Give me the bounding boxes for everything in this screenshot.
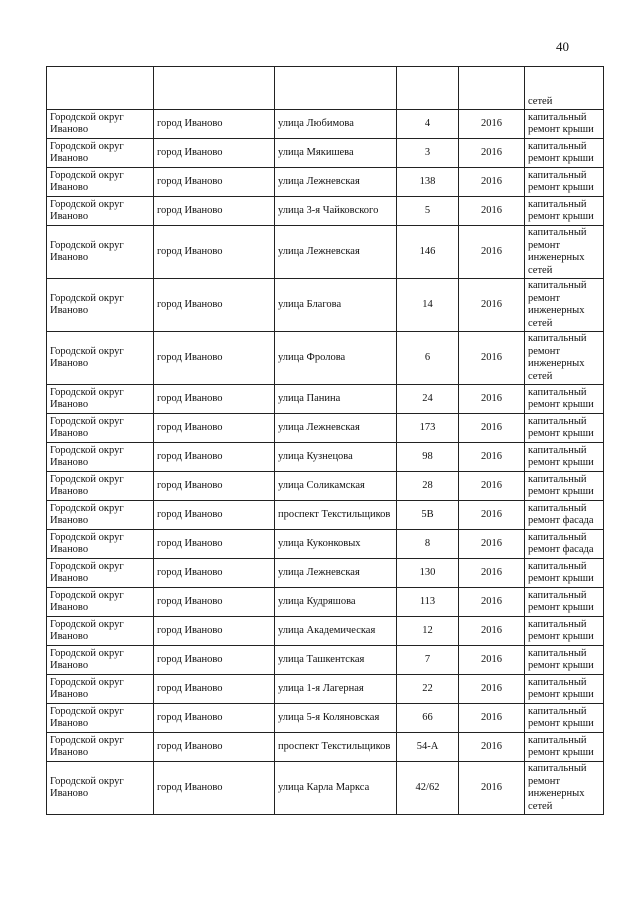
- street-cell: улица Любимова: [275, 110, 397, 139]
- street-cell: улица Панина: [275, 385, 397, 414]
- house-cell: 42/62: [397, 762, 459, 815]
- table-row: [47, 168, 604, 197]
- table-row: [47, 226, 604, 279]
- house-cell: 54-А: [397, 733, 459, 762]
- year-cell: 2016: [459, 472, 525, 501]
- table-row: [47, 704, 604, 733]
- year-cell: 2016: [459, 332, 525, 385]
- district-cell: Городской округ Иваново: [47, 385, 154, 414]
- city-cell: город Иваново: [154, 443, 275, 472]
- city-cell: город Иваново: [154, 617, 275, 646]
- year-cell: 2016: [459, 530, 525, 559]
- street-cell: улица Фролова: [275, 332, 397, 385]
- district-cell: Городской округ Иваново: [47, 414, 154, 443]
- year-cell: 2016: [459, 646, 525, 675]
- work-cell: капитальный ремонт крыши: [525, 414, 604, 443]
- city-cell: город Иваново: [154, 332, 275, 385]
- table-row: [47, 762, 604, 815]
- street-cell: улица Лежневская: [275, 414, 397, 443]
- street-cell: [275, 67, 397, 110]
- house-cell: 12: [397, 617, 459, 646]
- year-cell: 2016: [459, 110, 525, 139]
- work-cell: капитальный ремонт инженерных сетей: [525, 279, 604, 332]
- year-cell: 2016: [459, 279, 525, 332]
- district-cell: Городской округ Иваново: [47, 588, 154, 617]
- work-cell: капитальный ремонт фасада: [525, 530, 604, 559]
- table-row: [47, 110, 604, 139]
- table-row: [47, 530, 604, 559]
- table-row: [47, 617, 604, 646]
- table-row: [47, 385, 604, 414]
- year-cell: 2016: [459, 226, 525, 279]
- city-cell: город Иваново: [154, 414, 275, 443]
- work-cell: капитальный ремонт инженерных сетей: [525, 332, 604, 385]
- work-cell: капитальный ремонт крыши: [525, 646, 604, 675]
- city-cell: город Иваново: [154, 501, 275, 530]
- city-cell: город Иваново: [154, 704, 275, 733]
- table-row: [47, 279, 604, 332]
- city-cell: город Иваново: [154, 139, 275, 168]
- house-cell: 130: [397, 559, 459, 588]
- district-cell: Городской округ Иваново: [47, 197, 154, 226]
- table-row: [47, 139, 604, 168]
- work-cell: капитальный ремонт крыши: [525, 559, 604, 588]
- table-row: [47, 414, 604, 443]
- house-cell: 14: [397, 279, 459, 332]
- city-cell: [154, 67, 275, 110]
- table-row: [47, 472, 604, 501]
- street-cell: улица Благова: [275, 279, 397, 332]
- street-cell: улица Соликамская: [275, 472, 397, 501]
- work-cell: капитальный ремонт крыши: [525, 197, 604, 226]
- street-cell: улица Лежневская: [275, 168, 397, 197]
- table-row: [47, 443, 604, 472]
- district-cell: Городской округ Иваново: [47, 646, 154, 675]
- work-cell: капитальный ремонт крыши: [525, 675, 604, 704]
- street-cell: улица Академическая: [275, 617, 397, 646]
- table-row: [47, 675, 604, 704]
- district-cell: Городской округ Иваново: [47, 501, 154, 530]
- year-cell: 2016: [459, 414, 525, 443]
- year-cell: 2016: [459, 617, 525, 646]
- work-cell: капитальный ремонт крыши: [525, 733, 604, 762]
- street-cell: улица Куконковых: [275, 530, 397, 559]
- district-cell: Городской округ Иваново: [47, 472, 154, 501]
- table-row: [47, 197, 604, 226]
- work-cell: капитальный ремонт крыши: [525, 704, 604, 733]
- table-row: [47, 733, 604, 762]
- work-cell: капитальный ремонт крыши: [525, 617, 604, 646]
- year-cell: 2016: [459, 168, 525, 197]
- table-row: [47, 559, 604, 588]
- district-cell: Городской округ Иваново: [47, 530, 154, 559]
- district-cell: Городской округ Иваново: [47, 704, 154, 733]
- district-cell: Городской округ Иваново: [47, 443, 154, 472]
- work-cell: капитальный ремонт крыши: [525, 443, 604, 472]
- table-row: [47, 646, 604, 675]
- city-cell: город Иваново: [154, 385, 275, 414]
- house-cell: 3: [397, 139, 459, 168]
- house-cell: 6: [397, 332, 459, 385]
- city-cell: город Иваново: [154, 675, 275, 704]
- city-cell: город Иваново: [154, 733, 275, 762]
- house-cell: 7: [397, 646, 459, 675]
- year-cell: 2016: [459, 704, 525, 733]
- district-cell: Городской округ Иваново: [47, 762, 154, 815]
- district-cell: Городской округ Иваново: [47, 168, 154, 197]
- city-cell: город Иваново: [154, 762, 275, 815]
- year-cell: 2016: [459, 197, 525, 226]
- street-cell: улица 3-я Чайковского: [275, 197, 397, 226]
- house-cell: 24: [397, 385, 459, 414]
- street-cell: улица Лежневская: [275, 559, 397, 588]
- city-cell: город Иваново: [154, 646, 275, 675]
- city-cell: город Иваново: [154, 197, 275, 226]
- street-cell: улица Кудряшова: [275, 588, 397, 617]
- house-cell: 98: [397, 443, 459, 472]
- table-row: [47, 332, 604, 385]
- year-cell: 2016: [459, 559, 525, 588]
- district-cell: Городской округ Иваново: [47, 279, 154, 332]
- work-cell: капитальный ремонт инженерных сетей: [525, 226, 604, 279]
- street-cell: улица Мякишева: [275, 139, 397, 168]
- work-cell: капитальный ремонт крыши: [525, 168, 604, 197]
- year-cell: [459, 67, 525, 110]
- district-cell: Городской округ Иваново: [47, 139, 154, 168]
- city-cell: город Иваново: [154, 110, 275, 139]
- district-cell: Городской округ Иваново: [47, 675, 154, 704]
- district-cell: [47, 67, 154, 110]
- year-cell: 2016: [459, 501, 525, 530]
- city-cell: город Иваново: [154, 530, 275, 559]
- street-cell: улица Карла Маркса: [275, 762, 397, 815]
- year-cell: 2016: [459, 675, 525, 704]
- house-cell: 113: [397, 588, 459, 617]
- street-cell: улица Ташкентская: [275, 646, 397, 675]
- street-cell: проспект Текстильщиков: [275, 733, 397, 762]
- housing-repair-table: [46, 66, 604, 815]
- house-cell: 173: [397, 414, 459, 443]
- city-cell: город Иваново: [154, 226, 275, 279]
- district-cell: Городской округ Иваново: [47, 559, 154, 588]
- street-cell: улица Кузнецова: [275, 443, 397, 472]
- year-cell: 2016: [459, 762, 525, 815]
- district-cell: Городской округ Иваново: [47, 332, 154, 385]
- street-cell: улица 1-я Лагерная: [275, 675, 397, 704]
- district-cell: Городской округ Иваново: [47, 617, 154, 646]
- street-cell: проспект Текстильщиков: [275, 501, 397, 530]
- house-cell: 8: [397, 530, 459, 559]
- city-cell: город Иваново: [154, 279, 275, 332]
- district-cell: Городской округ Иваново: [47, 110, 154, 139]
- house-cell: 138: [397, 168, 459, 197]
- year-cell: 2016: [459, 588, 525, 617]
- district-cell: Городской округ Иваново: [47, 733, 154, 762]
- page-number: 40: [556, 39, 569, 54]
- work-cell: капитальный ремонт крыши: [525, 588, 604, 617]
- street-cell: улица Лежневская: [275, 226, 397, 279]
- year-cell: 2016: [459, 385, 525, 414]
- house-cell: 146: [397, 226, 459, 279]
- house-cell: [397, 67, 459, 110]
- house-cell: 5В: [397, 501, 459, 530]
- work-cell: капитальный ремонт крыши: [525, 472, 604, 501]
- house-cell: 66: [397, 704, 459, 733]
- house-cell: 4: [397, 110, 459, 139]
- city-cell: город Иваново: [154, 472, 275, 501]
- house-cell: 5: [397, 197, 459, 226]
- table-row: [47, 501, 604, 530]
- city-cell: город Иваново: [154, 559, 275, 588]
- work-cell: капитальный ремонт инженерных сетей: [525, 762, 604, 815]
- district-cell: Городской округ Иваново: [47, 226, 154, 279]
- table-row: [47, 588, 604, 617]
- work-cell: сетей: [525, 67, 604, 110]
- year-cell: 2016: [459, 139, 525, 168]
- work-cell: капитальный ремонт крыши: [525, 139, 604, 168]
- work-cell: капитальный ремонт крыши: [525, 385, 604, 414]
- city-cell: город Иваново: [154, 168, 275, 197]
- house-cell: 22: [397, 675, 459, 704]
- continuation-row: [47, 67, 604, 110]
- city-cell: город Иваново: [154, 588, 275, 617]
- year-cell: 2016: [459, 443, 525, 472]
- street-cell: улица 5-я Коляновская: [275, 704, 397, 733]
- year-cell: 2016: [459, 733, 525, 762]
- work-cell: капитальный ремонт крыши: [525, 110, 604, 139]
- work-cell: капитальный ремонт фасада: [525, 501, 604, 530]
- house-cell: 28: [397, 472, 459, 501]
